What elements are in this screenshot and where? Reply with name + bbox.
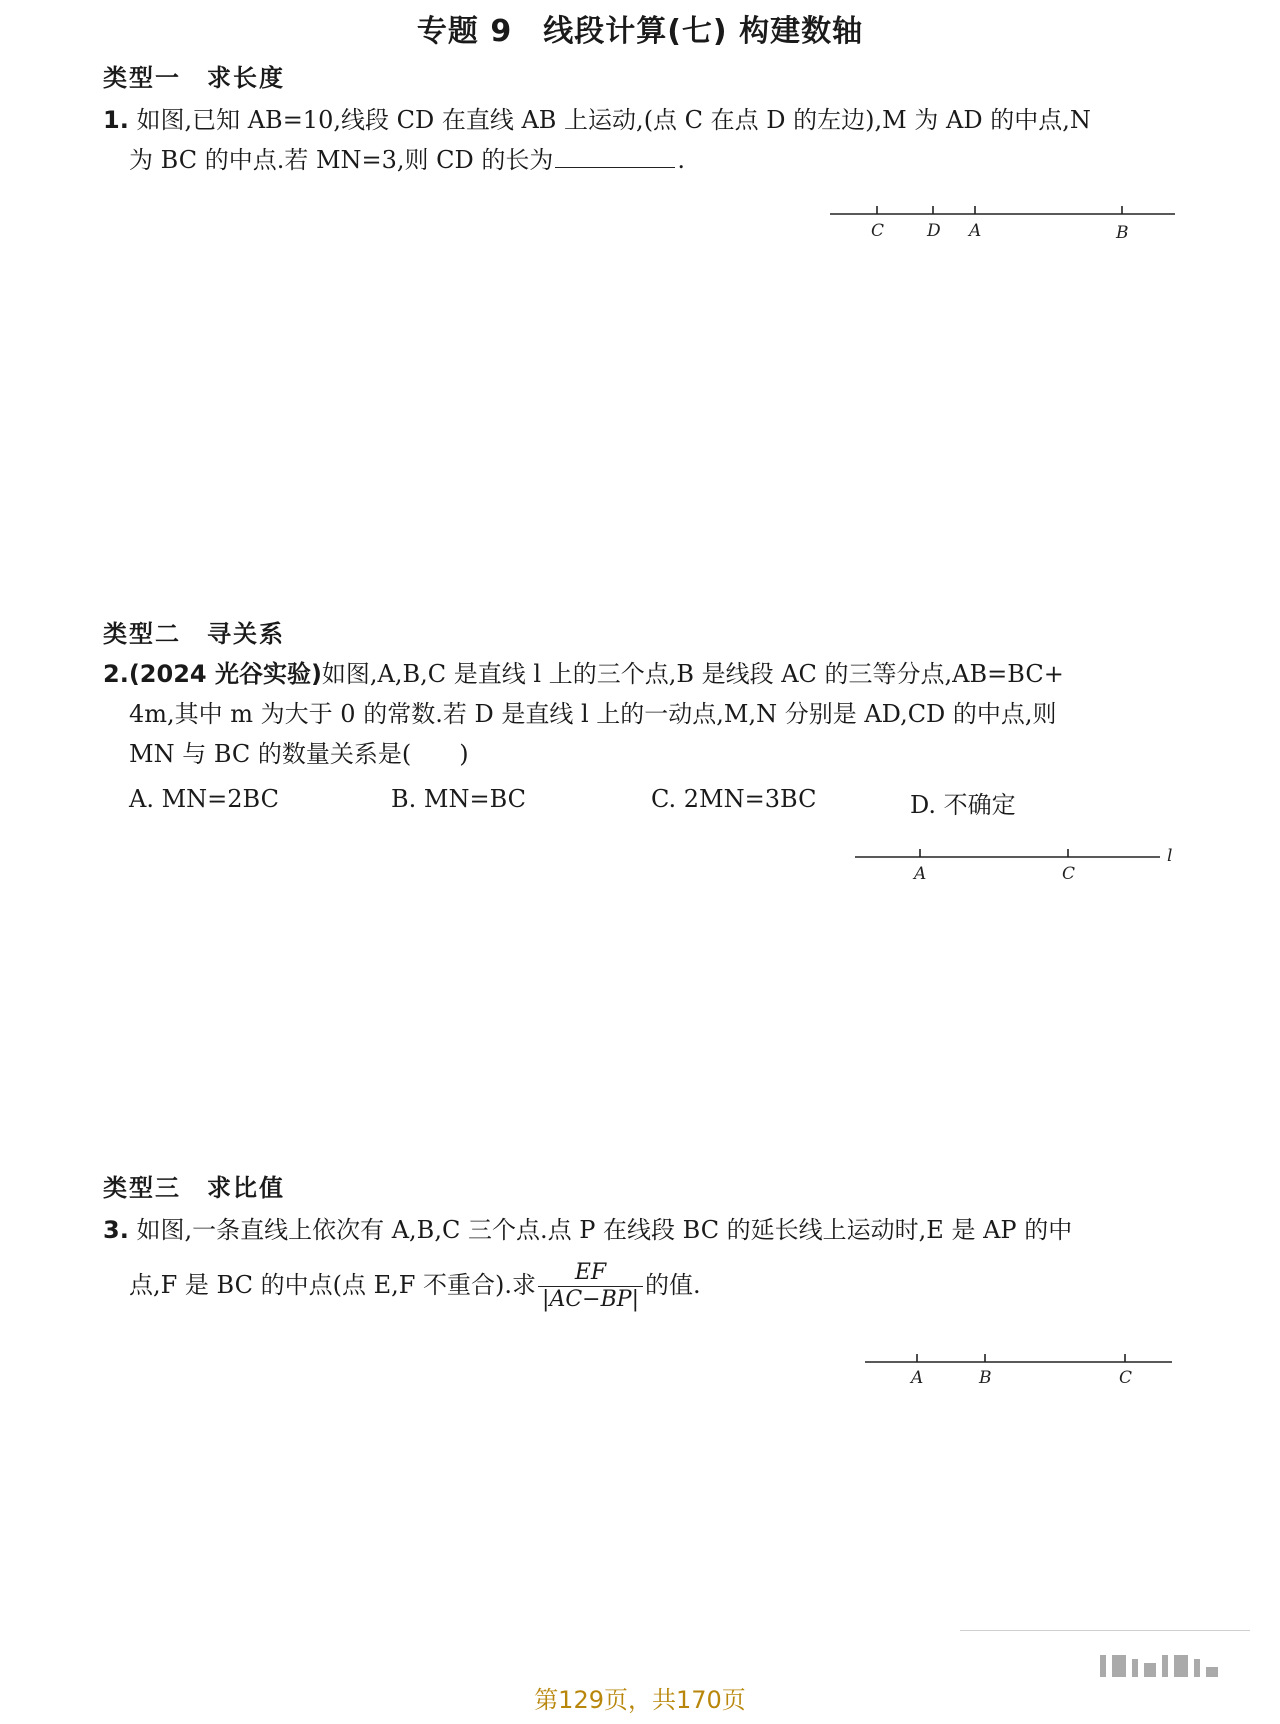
page-footer: 第129页，共170页	[534, 1686, 746, 1714]
problem-3	[103, 1210, 1178, 1313]
choice-a[interactable]: A. MN=2BC	[129, 785, 279, 813]
label-A: A	[969, 221, 982, 241]
diagram-2	[855, 845, 1185, 895]
problem-text: 为 BC 的中点.若 MN=3,则 CD 的长为	[129, 146, 554, 174]
section-heading-1: 类型一 求长度	[103, 64, 285, 92]
answer-blank[interactable]	[555, 143, 675, 168]
scan-artifact-line	[960, 1630, 1250, 1631]
section-heading-3: 类型三 求比值	[103, 1174, 285, 1202]
problem-source: (2024 光谷实验)	[128, 660, 322, 688]
section-heading-2: 类型二 寻关系	[103, 620, 285, 648]
problem-2	[103, 654, 1178, 774]
problem-text: .	[677, 146, 686, 174]
problem-number: 3.	[103, 1216, 129, 1244]
problem-text: MN 与 BC 的数量关系是( )	[129, 740, 469, 768]
label-C: C	[1119, 1368, 1133, 1388]
label-A: A	[911, 1368, 924, 1388]
choice-c[interactable]: C. 2MN=3BC	[651, 785, 817, 813]
page-title: 专题 9 线段计算(七) 构建数轴	[416, 14, 864, 49]
choice-b[interactable]: B. MN=BC	[391, 785, 527, 813]
label-D: D	[927, 221, 941, 241]
problem-text: 点,F 是 BC 的中点(点 E,F 不重合).求	[129, 1271, 537, 1299]
problem-text: 4m,其中 m 为大于 0 的常数.若 D 是直线 l 上的一动点,M,N 分别是 AD,CD 的中点,则	[129, 700, 1057, 728]
label-C: C	[1062, 864, 1076, 884]
watermark-marks	[1100, 1655, 1224, 1681]
problem-text: 如图,已知 AB=10,线段 CD 在直线 AB 上运动,(点 C 在点 D 的左边),M 为 AD 的中点,N	[136, 106, 1091, 134]
label-B: B	[1116, 223, 1129, 243]
problem-number: 1.	[103, 106, 129, 134]
problem-text: 如图,一条直线上依次有 A,B,C 三个点.点 P 在线段 BC 的延长线上运动时,E 是 AP 的中	[136, 1216, 1073, 1244]
label-A: A	[914, 864, 927, 884]
fraction-denominator: |AC−BP|	[542, 1287, 639, 1312]
label-l: l	[1167, 846, 1173, 866]
diagram-3	[865, 1350, 1185, 1400]
diagram-1	[830, 200, 1180, 250]
choice-d[interactable]: D. 不确定	[910, 791, 1016, 819]
problem-text: 如图,A,B,C 是直线 l 上的三个点,B 是线段 AC 的三等分点,AB=BC+	[321, 660, 1064, 688]
problem-text: 的值.	[644, 1271, 701, 1299]
fraction	[538, 1260, 643, 1313]
label-C: C	[871, 221, 885, 241]
problem-number: 2.	[103, 660, 129, 688]
label-B: B	[979, 1368, 992, 1388]
fraction-numerator: EF	[538, 1260, 643, 1287]
problem-1	[103, 100, 1178, 180]
